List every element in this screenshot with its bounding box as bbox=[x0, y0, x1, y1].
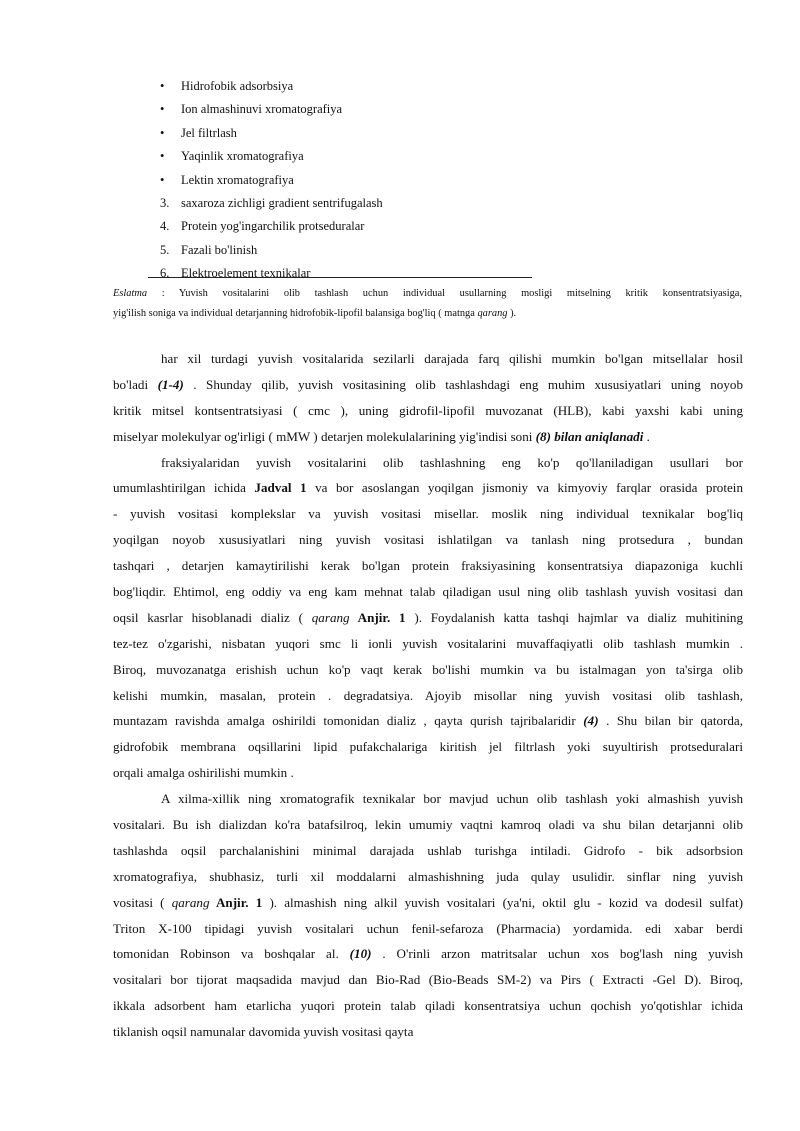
citation: (8) bilan aniqlanadi bbox=[535, 428, 644, 444]
paragraph-line: tez-tez o'zgarishi, nisbatan yuqori smc li ionli yuvish vositalarini muvaffaqiyatli olib tashlash mumkin . bbox=[113, 635, 743, 651]
paragraph-line: bog'liqdir. Ehtimol, eng oddiy va eng kam mehnat talab qiladigan usul ning olib tashlash yuvish vositasi dan bbox=[113, 584, 743, 600]
paragraph-line: tiklanish oqsil namunalar davomida yuvish vositasi qayta bbox=[113, 1024, 414, 1040]
paragraph-line: oqsil kasrlar hisoblanadi dializ ( qarang Anjir. 1 ). Foydalanish katta tashqi hajmlar va dializ muhitining bbox=[113, 609, 743, 625]
figure-reference: Anjir. 1 bbox=[349, 609, 406, 625]
paragraph-line: yoqilgan noyob xususiyatlari ning yuvish vositasi ishlatilgan va tanlash ning protsedura , bundan bbox=[113, 532, 743, 548]
list-marker: 5. bbox=[160, 242, 170, 257]
list-item-text: Elektroelement texnikalar bbox=[181, 266, 311, 281]
paragraph-line: muntazam ravishda amalga oshirildi tomonidan dializ , qayta qurish tajribalaridir (4) . Shu bilan bir qatorda, bbox=[113, 713, 743, 729]
paragraph-line: bo'ladi (1-4) . Shunday qilib, yuvish vositasining olib tashlashdagi eng muhim xususiyatlari uning noyob bbox=[113, 376, 743, 392]
list-marker: 6. bbox=[160, 266, 170, 281]
paragraph-line: - yuvish vositasi komplekslar va yuvish vositasi misellar. moslik ning individual texnikalar bog'liq bbox=[113, 506, 743, 522]
list-marker: • bbox=[160, 125, 165, 140]
paragraph-line: vositalari bor tijorat maqsadida mavjud dan Bio-Rad (Bio-Beads SM-2) va Pirs ( Extracti -Gel D). Biroq, bbox=[113, 972, 743, 988]
method-list bbox=[160, 75, 540, 286]
citation: (1-4) bbox=[157, 376, 184, 392]
table-reference: Jadval 1 bbox=[254, 480, 307, 496]
paragraph-line: tashlashda oqsil parchalanishini minimal darajada ushlab turishga intiladi. Gidrofo - bik adsorbsion bbox=[113, 842, 743, 858]
paragraph-line: ikkala adsorbent ham etarlicha yuqori protein talab qiladi konsentratsiya uchun qochish yo'qotishlar ichida bbox=[113, 998, 743, 1014]
paragraph-line: tashqari , detarjen kamaytirilishi kerak bo'lgan protein fraksiyasining konsentratsiya diapazoniga kuchli bbox=[113, 558, 743, 574]
list-item bbox=[160, 169, 540, 192]
list-item bbox=[160, 145, 540, 168]
list-item-text: Ion almashinuvi xromatografiya bbox=[181, 102, 343, 117]
list-marker: • bbox=[160, 172, 165, 187]
paragraph-line: fraksiyalaridan yuvish vositalarini olib tashlashning eng ko'p qo'llaniladigan usullari bor bbox=[161, 454, 743, 470]
paragraph-line: Triton X-100 tipidagi yuvish vositalari uchun fenil-sefaroza (Pharmacia) yordamida. edi xabar berdi bbox=[113, 920, 743, 936]
list-item bbox=[160, 215, 540, 238]
paragraph-line: kelishi mumkin, masalan, protein . degradatsiya. Ajoyib misollar ning yuvish vositasi olib tashlash, bbox=[113, 687, 743, 703]
table-note bbox=[113, 284, 742, 324]
paragraph-line: vositasi ( qarang Anjir. 1 ). almashish ning alkil yuvish vositalari (ya'ni, oktil glu - kozid va dodesil sulfat) bbox=[113, 894, 743, 910]
note-line: yig'ilish soniga va individual detarjanning hidrofobik-lipofil balansiga bog'liq ( matnga qarang ). bbox=[113, 308, 517, 319]
body-text bbox=[113, 346, 743, 1045]
list-marker: • bbox=[160, 79, 165, 93]
paragraph-line: har xil turdagi yuvish vositalarida sezilarli darajada farq qilishi mumkin bo'lgan mitsellalar hosil bbox=[161, 351, 743, 366]
paragraph-line: kritik mitsel kontsentratsiyasi ( cmc ), uning gidrofil-lipofil muvozanat (HLB), kabi yaxshi kabi uning bbox=[113, 402, 743, 418]
list-item-text: Yaqinlik xromatografiya bbox=[181, 149, 304, 164]
note-label: Eslatma bbox=[113, 288, 148, 299]
paragraph-line: Biroq, muvozanatga erishish uchun ko'p vaqt kerak bo'lishi mumkin va bu istalmagan yon ta'sirga olib bbox=[113, 661, 743, 677]
table-bottom-rule bbox=[148, 277, 532, 278]
figure-reference: Anjir. 1 bbox=[209, 894, 263, 910]
list-marker: • bbox=[160, 102, 165, 117]
list-item bbox=[160, 122, 540, 145]
list-item-text: saxaroza zichligi gradient sentrifugalash bbox=[181, 195, 383, 210]
paragraph-line: xromatografiya, shubhasiz, turli xil moddalarni almashishning juda qulay usulidir. sinflar ning yuvish bbox=[113, 868, 743, 884]
paragraph-line: umumlashtirilgan ichida Jadval 1 va bor asoslangan yoqilgan jismoniy va kimyoviy farqlar orasida protein bbox=[113, 480, 743, 496]
list-item bbox=[160, 192, 540, 215]
citation: (4) bbox=[583, 713, 599, 729]
list-item-text: Jel filtrlash bbox=[181, 125, 237, 140]
list-marker: 4. bbox=[160, 219, 170, 234]
paragraph-line: vositalari. Bu ish dializdan ko'ra batafsilroq, lekin umumiy vaqtni kamroq oladi va shu bilan detarjanni olib bbox=[113, 817, 743, 833]
note-line: Eslatma : Yuvish vositalarini olib tashlash uchun individual usullarning mosligi mitselning kritik konsentratsiyasiga, bbox=[113, 288, 742, 299]
list-item-text: Hidrofobik adsorbsiya bbox=[181, 79, 294, 93]
list-marker: 3. bbox=[160, 195, 170, 210]
list-item bbox=[160, 262, 540, 285]
paragraph-line: A xilma-xillik ning xromatografik texnikalar bor mavjud uchun olib tashlash yoki almashish yuvish bbox=[161, 791, 743, 807]
paragraph-line: tomonidan Robinson va boshqalar al. (10) . O'rinli arzon matritsalar uchun xos bog'lash ning yuvish bbox=[113, 946, 743, 962]
paragraph-line: miselyar molekulyar og'irligi ( mMW ) detarjen molekulalarining yig'indisi soni (8) bilan aniqlanadi . bbox=[113, 428, 650, 444]
citation: (10) bbox=[349, 946, 372, 962]
list-item bbox=[160, 239, 540, 262]
list-item bbox=[160, 98, 540, 121]
list-item-text: Fazali bo'linish bbox=[181, 242, 258, 257]
paragraph-line: gidrofobik membrana oqsillarini lipid pufakchalariga kiritish jel filtrlash yoki suyultirish protseduralari bbox=[113, 739, 743, 755]
list-marker: • bbox=[160, 149, 165, 164]
list-item-text: Lektin xromatografiya bbox=[181, 172, 294, 187]
list-item-text: Protein yog'ingarchilik protseduralar bbox=[181, 219, 365, 234]
paragraph-line: orqali amalga oshirilishi mumkin . bbox=[113, 765, 294, 781]
list-item bbox=[160, 75, 540, 98]
